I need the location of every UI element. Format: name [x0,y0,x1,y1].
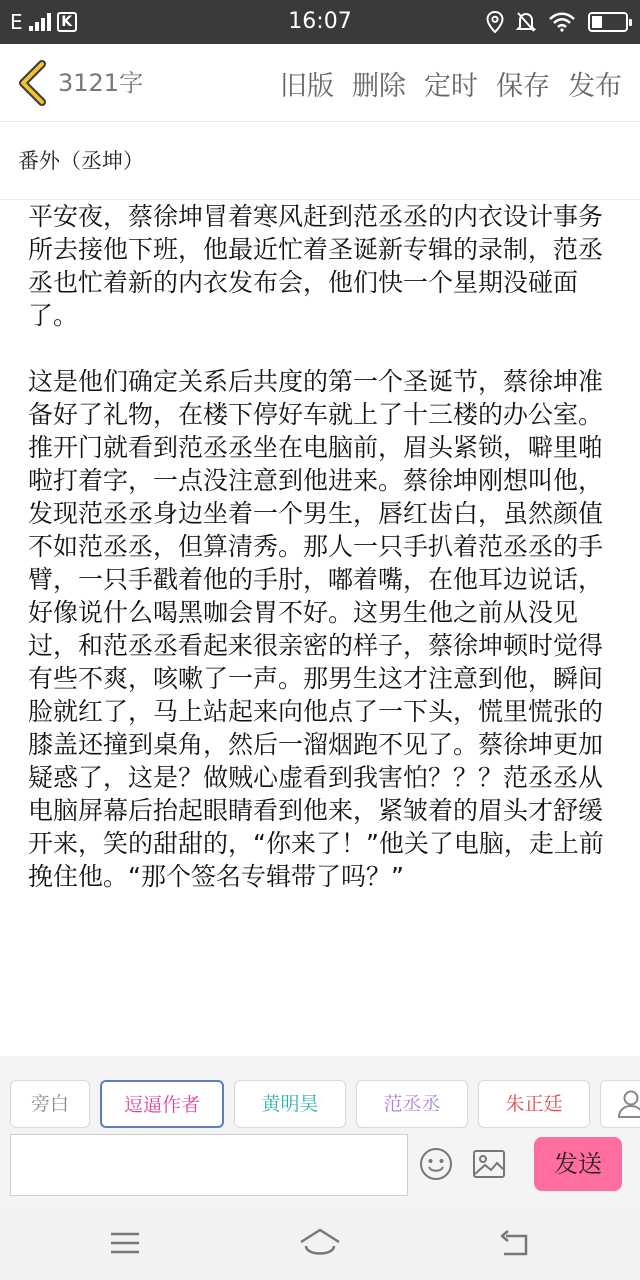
old-version-button[interactable]: 旧版 [280,70,334,102]
role-chip-character[interactable]: 范丞丞 [356,1080,468,1128]
editor-toolbar [0,44,640,122]
back-icon[interactable] [496,1226,536,1260]
role-chip-character[interactable]: 黄明昊 [234,1080,346,1128]
menu-icon[interactable] [105,1226,145,1260]
battery-level [592,16,602,28]
toolbar-actions [280,44,622,122]
chapter-title-row[interactable] [0,122,640,200]
message-input[interactable] [10,1134,408,1196]
publish-button[interactable]: 发布 [568,70,622,102]
mute-bell-icon [516,11,536,33]
chapter-title[interactable]: 番外（丞坤） [18,149,144,173]
battery-icon [588,12,628,32]
save-button[interactable]: 保存 [496,70,550,102]
status-bar [0,0,640,44]
composer-area [0,1056,640,1206]
system-nav-bar [0,1206,640,1280]
app-badge-icon: K [57,12,77,32]
location-icon [486,11,504,33]
emoji-icon[interactable] [418,1146,454,1182]
status-right [486,0,628,44]
user-icon [617,1089,640,1119]
network-type: E [10,10,23,34]
delete-button[interactable]: 删除 [352,70,406,102]
back-chevron-icon[interactable] [14,60,50,106]
send-button[interactable]: 发送 [534,1137,622,1191]
image-icon[interactable] [471,1146,507,1182]
clock: 16:07 [288,9,352,34]
word-count: 3121字 [58,69,144,97]
chapter-content[interactable] [28,200,608,1055]
content-paragraph: 平安夜，蔡徐坤冒着寒风赶到范丞丞的内衣设计事务所去接他下班，他最近忙着圣诞新专辑的录制，范丞丞也忙着新的内衣发布会，他们快一个星期没碰面了。 [28,202,604,330]
role-chip-character[interactable]: 朱正廷 [478,1080,590,1128]
role-selector [10,1080,640,1128]
role-chip-author[interactable]: 逗逼作者 [100,1080,224,1128]
role-chip-narration[interactable]: 旁白 [10,1080,90,1128]
schedule-button[interactable]: 定时 [424,70,478,102]
content-paragraph: 这是他们确定关系后共度的第一个圣诞节，蔡徐坤准备好了礼物，在楼下停好车就上了十三楼的办公室。推开门就看到范丞丞坐在电脑前，眉头紧锁，噼里啪啦打着字，一点没注意到他进来。蔡徐坤刚想叫他，发现范丞丞身边坐着一个男生，唇红齿白，虽然颜值不如范丞丞，但算清秀。那人一只手扒着范丞丞的手臂，一只手戳着他的手肘，嘟着嘴，在他耳边说话，好像说什么喝黑咖会胃不好。这男生他之前从没见过，和范丞丞看起来很亲密的样子，蔡徐坤顿时觉得有些不爽，咳嗽了一声。那男生这才注意到他，瞬间脸就红了，马上站起来向他点了一下头，慌里慌张的膝盖还撞到桌角，然后一溜烟跑不见了。蔡徐坤更加疑惑了，这是？做贼心虚看到我害怕？？？范丞丞从电脑屏幕后抬起眼睛看到他来，紧皱着的眉头才舒缓开来，笑的甜甜的，“你来了！”他关了电脑，走上前挽住他。“那个签名专辑带了吗？” [28,367,604,891]
add-character-button[interactable] [600,1080,640,1128]
wifi-icon [548,12,576,32]
home-icon[interactable] [298,1226,342,1260]
